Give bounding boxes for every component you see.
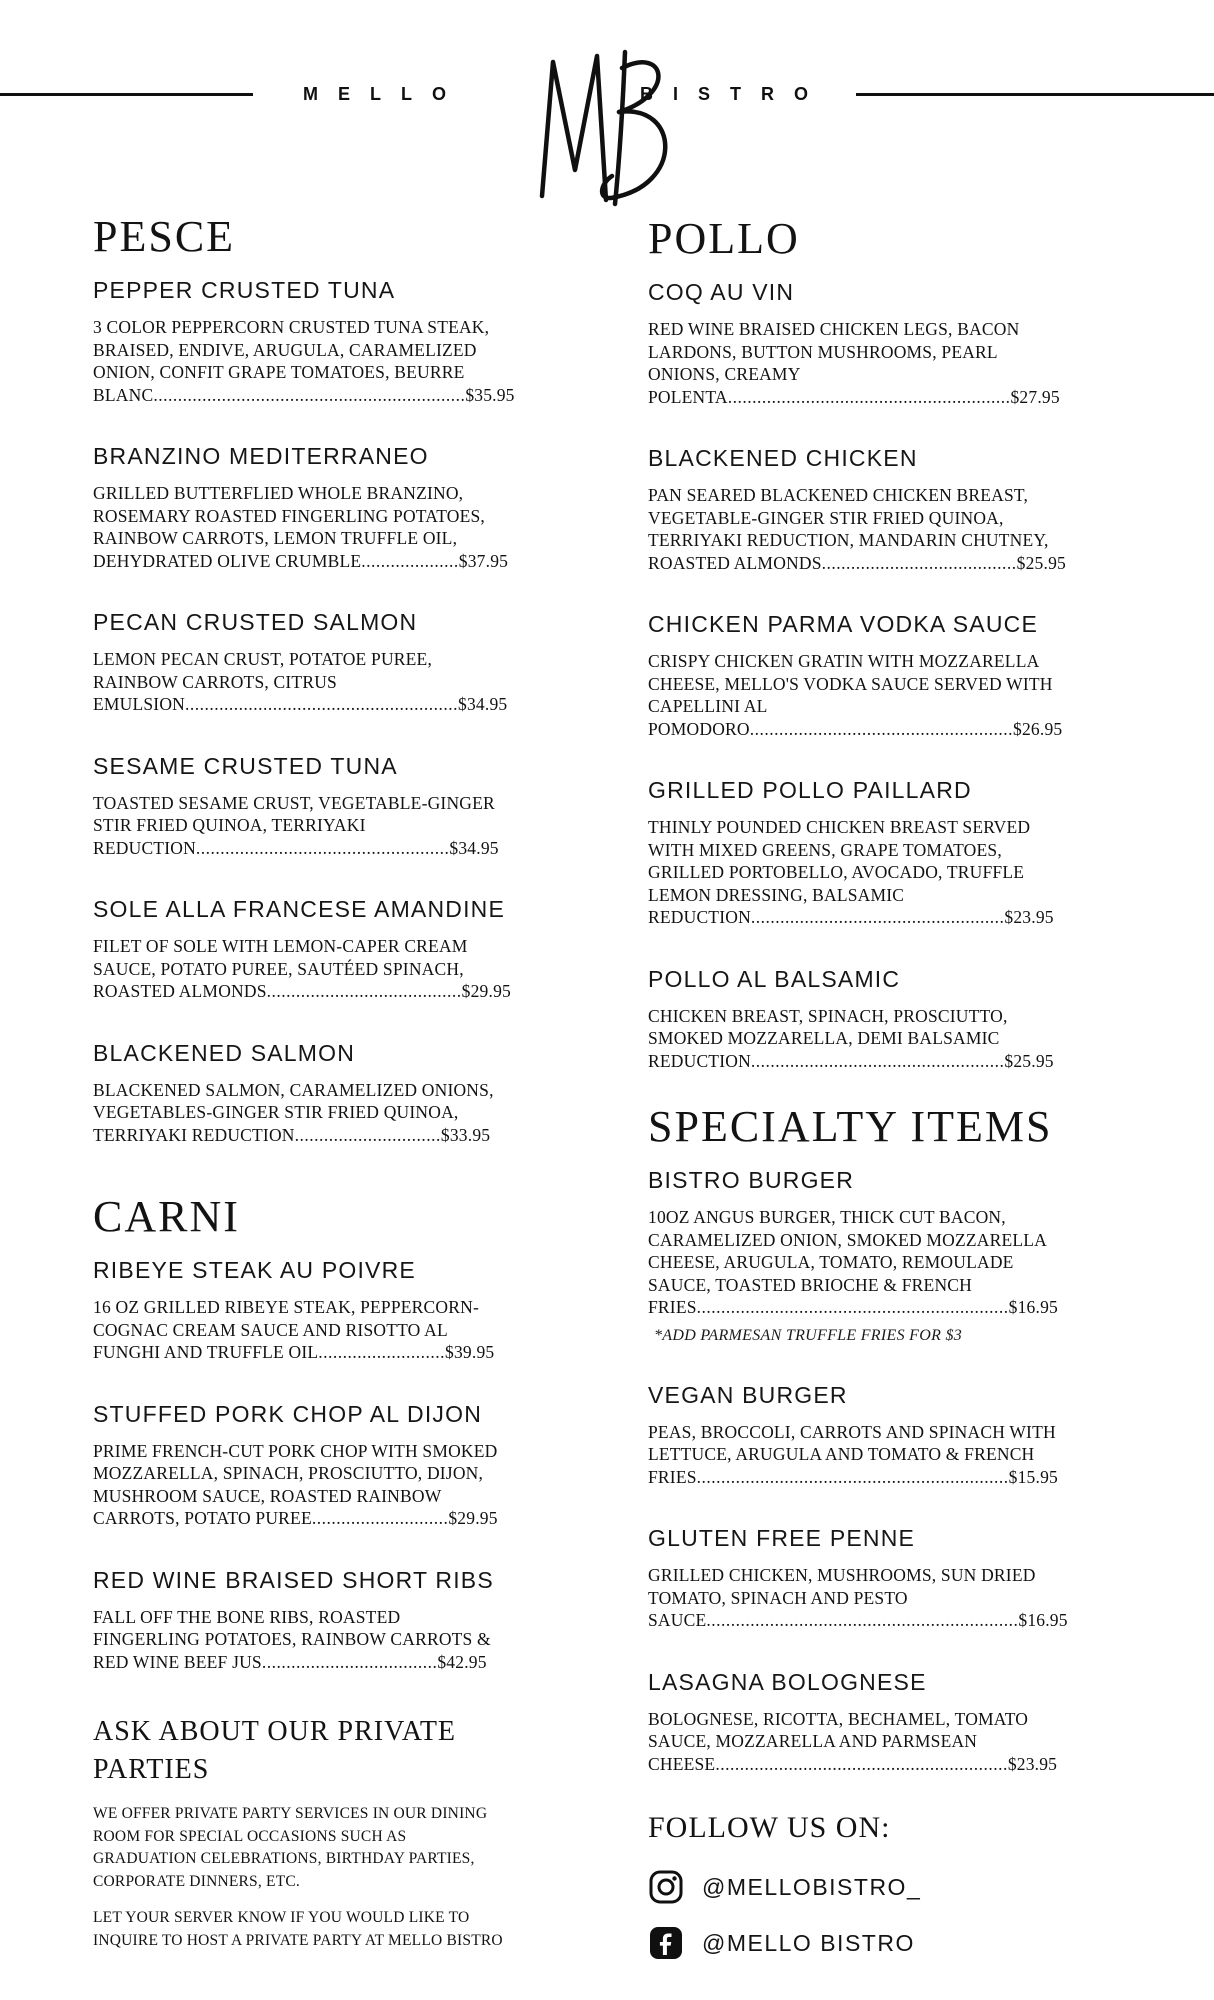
dots-leader: ............................: [311, 1508, 449, 1528]
menu-section: [93, 1192, 511, 1673]
dish-desc-text: PRIME FRENCH-CUT PORK CHOP WITH SMOKED MOZZARELLA, SPINACH, PROSCIUTTO, DIJON, MUSHROOM SAUCE, ROASTED RAINBOW CARROTS, POTATO PUREE: [93, 1440, 498, 1528]
dish-price: $26.95: [1013, 718, 1063, 739]
dish-desc-text: PEAS, BROCCOLI, CARROTS AND SPINACH WITH LETTUCE, ARUGULA AND TOMATO & FRENCH FRIES: [648, 1421, 1056, 1487]
dots-leader: ....................................: [261, 1651, 438, 1672]
dish-description: [93, 316, 515, 406]
dish-name: LASAGNA BOLOGNESE: [648, 1668, 927, 1695]
dish-price: $27.95: [1010, 386, 1060, 407]
dish-desc-text: GRILLED BUTTERFLIED WHOLE BRANZINO, ROSEMARY ROASTED FINGERLING POTATOES, RAINBOW CARROTS, LEMON TRUFFLE OIL, DEHYDRATED OLIVE CRUMBLE: [93, 483, 486, 571]
dots-leader: ....................................................: [750, 1050, 1005, 1071]
menu-item: [648, 1524, 1066, 1632]
dish-price: $23.95: [1007, 1753, 1058, 1774]
dish-name: BLACKENED CHICKEN: [648, 445, 918, 471]
left-column: [93, 212, 515, 1952]
dish-desc-text: BLACKENED SALMON, CARAMELIZED ONIONS, VEGETABLES-GINGER STIR FRIED QUINOA, TERRIYAKI REDUCTION: [93, 1079, 494, 1145]
dots-leader: ........................................: [266, 981, 462, 1001]
left-sections: [93, 212, 515, 1673]
right-sections: [648, 214, 1066, 1775]
dots-leader: ..........................: [318, 1342, 446, 1362]
facebook-handle: @MELLO BISTRO: [702, 1929, 915, 1956]
private-parties-paragraph: LET YOUR SERVER KNOW IF YOU WOULD LIKE TO INQUIRE TO HOST A PRIVATE PARTY AT MELLO BISTRO: [93, 1909, 503, 1949]
dish-name: POLLO AL BALSAMIC: [648, 965, 901, 992]
dish-description: [648, 816, 1066, 929]
dish-price: $34.95: [458, 694, 508, 714]
dish-price: $29.95: [461, 981, 511, 1001]
dish-name: GLUTEN FREE PENNE: [648, 1525, 916, 1551]
dish-desc-text: CRISPY CHICKEN GRATIN WITH MOZZARELLA CHEESE, MELLO'S VODKA SAUCE SERVED WITH CAPELLINI AL POMODORO: [648, 651, 1053, 739]
section-title: CARNI: [93, 1192, 240, 1241]
menu-item: [648, 1668, 1066, 1776]
social-row-instagram: [648, 1869, 1066, 1905]
menu-item: [648, 965, 1066, 1073]
dots-leader: ................................................................: [706, 1610, 1019, 1630]
menu-item: [648, 1166, 1066, 1345]
dish-name: CHICKEN PARMA VODKA SAUCE: [648, 611, 1038, 637]
menu-item: [93, 1039, 511, 1147]
instagram-handle: @MELLOBISTRO_: [702, 1873, 922, 1900]
mb-script-monogram-icon: [532, 42, 682, 215]
dots-leader: ....................................................: [750, 907, 1005, 927]
dish-price: $29.95: [448, 1508, 498, 1528]
dish-description: [93, 792, 511, 860]
dish-description: [648, 1421, 1066, 1489]
dish-description: [93, 648, 511, 716]
dish-description: [648, 1708, 1066, 1776]
dish-price: $39.95: [445, 1342, 495, 1362]
dish-desc-text: CHICKEN BREAST, SPINACH, PROSCIUTTO, SMOKED MOZZARELLA, DEMI BALSAMIC REDUCTION: [648, 1005, 1008, 1071]
dish-price: $15.95: [1008, 1466, 1058, 1487]
dish-price: $42.95: [437, 1651, 487, 1672]
dish-name: SOLE ALLA FRANCESE AMANDINE: [93, 896, 506, 922]
dish-description: [648, 318, 1066, 408]
dish-name: SESAME CRUSTED TUNA: [93, 752, 398, 779]
dish-price: $16.95: [1018, 1610, 1068, 1630]
dish-desc-text: 16 OZ GRILLED RIBEYE STEAK, PEPPERCORN-COGNAC CREAM SAUCE AND RISOTTO AL FUNGHI AND TRUFFLE OIL: [93, 1297, 479, 1362]
menu-item: [93, 442, 511, 572]
dots-leader: ........................................: [821, 552, 1017, 573]
dish-name: PEPPER CRUSTED TUNA: [93, 277, 396, 303]
menu-item: [93, 276, 515, 406]
dish-price: $33.95: [440, 1124, 491, 1145]
private-parties-title: ASK ABOUT OUR PRIVATE PARTIES: [93, 1716, 457, 1785]
dots-leader: ......................................................: [749, 718, 1014, 739]
dots-leader: ..............................: [294, 1124, 441, 1145]
dish-name: RIBEYE STEAK AU POIVRE: [93, 1257, 416, 1283]
dish-description: [648, 1564, 1066, 1632]
section-title: SPECIALTY ITEMS: [648, 1102, 1053, 1151]
dots-leader: ................................................................: [153, 384, 466, 405]
dish-desc-text: 10OZ ANGUS BURGER, THICK CUT BACON, CARAMELIZED ONION, SMOKED MOZZARELLA CHEESE, ARUGULA, TOMATO, REMOULADE SAUCE, TOASTED BRIOCHE & FRENCH FRIES: [648, 1207, 1047, 1317]
dish-description: [93, 1606, 511, 1674]
dish-name: BLACKENED SALMON: [93, 1039, 356, 1066]
dish-price: $16.95: [1008, 1297, 1058, 1317]
menu-item: [93, 752, 511, 860]
dish-name: STUFFED PORK CHOP AL DIJON: [93, 1400, 483, 1427]
dish-name: PECAN CRUSTED SALMON: [93, 609, 418, 635]
dish-name: RED WINE BRAISED SHORT RIBS: [93, 1566, 494, 1593]
dish-name: BISTRO BURGER: [648, 1167, 855, 1193]
dish-desc-text: RED WINE BRAISED CHICKEN LEGS, BACON LARDONS, BUTTON MUSHROOMS, PEARL ONIONS, CREAMY POLENTA: [648, 319, 1020, 407]
dish-desc-text: THINLY POUNDED CHICKEN BREAST SERVED WITH MIXED GREENS, GRAPE TOMATOES, GRILLED PORTOBELLO, AVOCADO, TRUFFLE LEMON DRESSING, BALSAMIC REDUCTION: [648, 817, 1031, 927]
dots-leader: ........................................................: [185, 694, 459, 714]
dish-description: [93, 482, 511, 572]
instagram-icon: [648, 1869, 684, 1905]
dish-desc-text: 3 COLOR PEPPERCORN CRUSTED TUNA STEAK, BRAISED, ENDIVE, ARUGULA, CARAMELIZED ONION, CONFIT GRAPE TOMATOES, BEURRE BLANC: [93, 317, 490, 405]
menu-item: [93, 1566, 511, 1674]
menu-item: [93, 608, 511, 716]
dish-name: BRANZINO MEDITERRANEO: [93, 443, 429, 469]
dish-price: $34.95: [449, 837, 499, 858]
dish-desc-text: LEMON PECAN CRUST, POTATOE PUREE, RAINBOW CARROTS, CITRUS EMULSION: [93, 649, 433, 714]
dish-description: [648, 1206, 1066, 1319]
menu-section: [648, 214, 1066, 1072]
dish-desc-text: GRILLED CHICKEN, MUSHROOMS, SUN DRIED TOMATO, SPINACH AND PESTO SAUCE: [648, 1565, 1036, 1630]
menu-item: [93, 1400, 511, 1530]
dish-name: COQ AU VIN: [648, 279, 795, 305]
dots-leader: ................................................................: [696, 1297, 1009, 1317]
menu-item: [648, 278, 1066, 408]
menu-item: [648, 776, 1066, 929]
right-column: [648, 214, 1066, 1961]
dots-leader: ................................................................: [696, 1466, 1009, 1487]
follow-us-title: FOLLOW US ON:: [648, 1811, 891, 1844]
section-title: POLLO: [648, 214, 800, 263]
facebook-icon: [648, 1925, 684, 1961]
menu-section: [648, 1102, 1066, 1775]
section-title: PESCE: [93, 212, 236, 261]
dots-leader: ............................................................: [715, 1753, 1008, 1774]
header-rule-left: [0, 93, 253, 96]
menu-item: [648, 610, 1066, 740]
dish-description: [648, 650, 1066, 740]
dish-price: $37.95: [458, 550, 509, 571]
dish-price: $25.95: [1004, 1050, 1054, 1071]
dish-description: [93, 935, 511, 1003]
private-parties-paragraph: WE OFFER PRIVATE PARTY SERVICES IN OUR DINING ROOM FOR SPECIAL OCCASIONS SUCH AS GRADUATION CELEBRATIONS, BIRTHDAY PARTIES, CORPORATE DINNERS, ETC.: [93, 1805, 488, 1890]
dots-leader: ..........................................................: [727, 386, 1011, 407]
dish-description: [93, 1440, 511, 1530]
dish-name: GRILLED POLLO PAILLARD: [648, 777, 972, 803]
menu-item: [648, 444, 1066, 574]
dish-price: $25.95: [1016, 552, 1066, 573]
dish-description: [648, 1005, 1066, 1073]
dots-leader: ....................: [361, 550, 459, 571]
dish-desc-text: BOLOGNESE, RICOTTA, BECHAMEL, TOMATO SAUCE, MOZZARELLA AND PARMSEAN CHEESE: [648, 1708, 1029, 1774]
dish-price: $23.95: [1004, 907, 1054, 927]
dish-description: [93, 1296, 511, 1364]
dish-desc-text: FILET OF SOLE WITH LEMON-CAPER CREAM SAUCE, POTATO PUREE, SAUTÉED SPINACH, ROASTED ALMONDS: [93, 936, 468, 1001]
dish-desc-text: PAN SEARED BLACKENED CHICKEN BREAST, VEGETABLE-GINGER STIR FRIED QUINOA, TERRIYAKI REDUCTION, MANDARIN CHUTNEY, ROASTED ALMONDS: [648, 485, 1049, 573]
dish-desc-text: FALL OFF THE BONE RIBS, ROASTED FINGERLING POTATOES, RAINBOW CARROTS & RED WINE BEEF JUS: [93, 1606, 491, 1672]
header-rule-right: [856, 93, 1214, 96]
dish-description: [93, 1079, 511, 1147]
social-row-facebook: [648, 1925, 1066, 1961]
dish-desc-text: TOASTED SESAME CRUST, VEGETABLE-GINGER STIR FRIED QUINOA, TERRIYAKI REDUCTION: [93, 792, 495, 858]
brand-name-right: BISTRO: [640, 84, 829, 104]
menu-item: [93, 1256, 511, 1364]
dish-description: [648, 484, 1066, 574]
menu-section: [93, 212, 515, 1146]
dish-price: $35.95: [465, 384, 515, 405]
dots-leader: ....................................................: [195, 837, 450, 858]
dish-name: VEGAN BURGER: [648, 1381, 848, 1408]
menu-item: [93, 895, 511, 1003]
brand-name-left: MELLO: [303, 84, 466, 104]
dish-note: *ADD PARMESAN TRUFFLE FRIES FOR $3: [654, 1326, 963, 1344]
menu-item: [648, 1381, 1066, 1489]
